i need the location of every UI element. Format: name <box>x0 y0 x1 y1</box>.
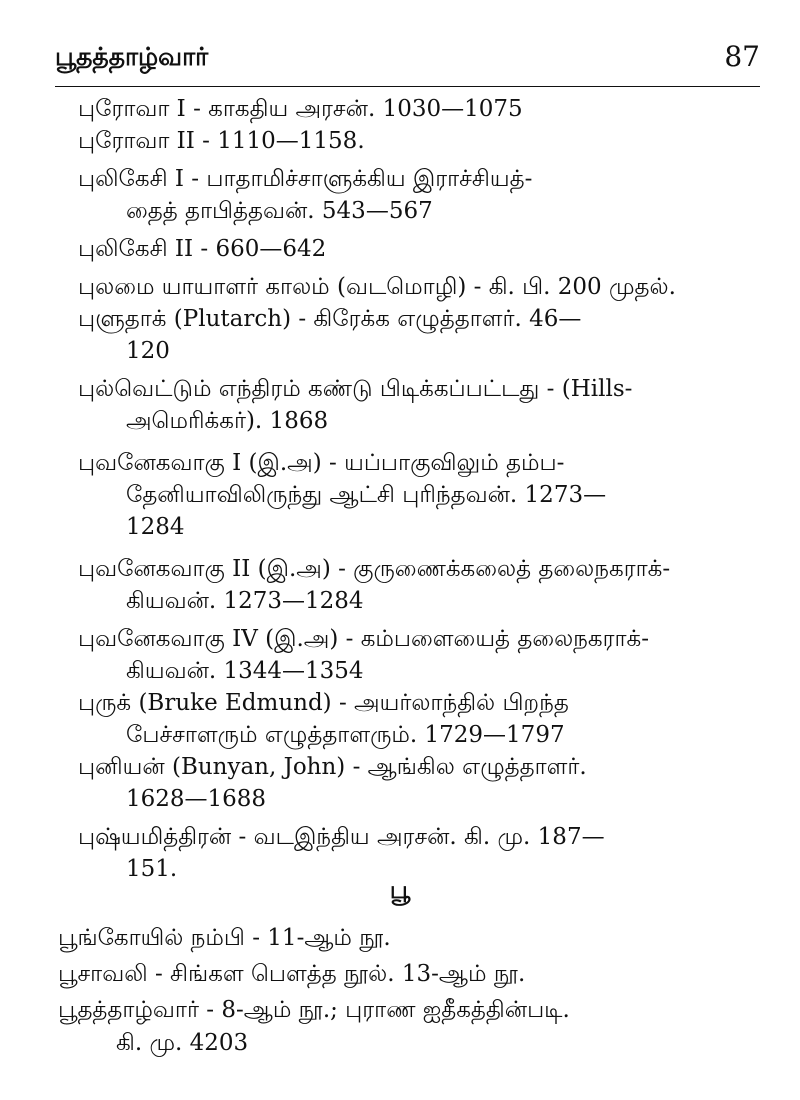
entry-headline: புலிகேசி II - 660—642 <box>78 236 327 262</box>
entry <box>78 125 748 157</box>
entry <box>78 93 748 125</box>
entry <box>78 553 748 617</box>
entry-headline: புவனேகவாகு I (இ.அ) - யப்பாகுவிலும் தம்ப- <box>78 450 565 476</box>
entry-headline: பூதத்தாழ்வார் - 8-ஆம் நூ.; புராண ஐதீகத்தின்படி. <box>58 997 570 1023</box>
entry <box>78 447 748 543</box>
entry <box>78 373 748 437</box>
page-number: 87 <box>724 40 760 73</box>
entry-continuation: பேச்சாளரும் எழுத்தாளரும். 1729—1797 <box>126 722 565 748</box>
entry <box>58 992 758 1058</box>
entry-continuation: 151. <box>126 856 178 882</box>
entry <box>58 956 758 992</box>
entry-headline: புவனேகவாகு IV (இ.அ) - கம்பளையைத் தலைநகராக்- <box>78 626 650 652</box>
entry-headline: புஷ்யமித்திரன் - வடஇந்திய அரசன். கி. மு. 187— <box>78 824 605 850</box>
entry-headline: புரோவா I - காகதிய அரசன். 1030—1075 <box>78 96 523 122</box>
entry <box>78 163 748 227</box>
entry <box>78 233 748 265</box>
entry-headline: புவனேகவாகு II (இ.அ) - குருணைக்கலைத் தலைநகராக்- <box>78 556 671 582</box>
entry-headline: புலமை யாயாளர் காலம் (வடமொழி) - கி. பி. 200 முதல். <box>78 274 676 300</box>
entry-continuation: கியவன். 1344—1354 <box>126 658 364 684</box>
entry-headline: புல்வெட்டும் எந்திரம் கண்டு பிடிக்கப்பட்டது - (Hills- <box>78 376 633 402</box>
page-header <box>55 38 760 86</box>
entry-spacer <box>78 543 748 553</box>
entry-headline: புனியன் (Bunyan, John) - ஆங்கில எழுத்தாளர். <box>78 754 587 780</box>
entry <box>78 751 748 815</box>
entry-continuation: அமெரிக்கர்). 1868 <box>126 408 329 434</box>
entry <box>58 920 758 956</box>
entry-headline: புலிகேசி I - பாதாமிச்சாளுக்கிய இராச்சியத்- <box>78 166 533 192</box>
running-head: பூதத்தாழ்வார் <box>55 42 209 71</box>
entry-spacer <box>78 437 748 447</box>
entry-continuation: தேனியாவிலிருந்து ஆட்சி புரிந்தவன். 1273— <box>126 482 607 508</box>
entry-continuation: தைத் தாபித்தவன். 543—567 <box>126 198 433 224</box>
entry-continuation: கியவன். 1273—1284 <box>126 588 364 614</box>
entry-list-secondary <box>58 920 758 1058</box>
entry-continuation: 1284 <box>126 514 185 540</box>
entry-headline: புரோவா II - 1110—1158. <box>78 128 365 154</box>
entry-list <box>78 93 748 885</box>
entry-headline: பூசாவலி - சிங்கள பௌத்த நூல். 13-ஆம் நூ. <box>58 961 526 987</box>
entry-headline: புளுதாக் (Plutarch) - கிரேக்க எழுத்தாளர். 46— <box>78 306 582 332</box>
header-rule <box>55 86 760 87</box>
entry-continuation: 120 <box>126 338 170 364</box>
entry <box>78 271 748 303</box>
entry <box>78 687 748 751</box>
entry-continuation: 1628—1688 <box>126 786 267 812</box>
entry-continuation: கி. மு. 4203 <box>116 1030 249 1056</box>
entry <box>78 623 748 687</box>
entry <box>78 303 748 367</box>
entry-headline: புருக் (Bruke Edmund) - அயர்லாந்தில் பிறந்த <box>78 690 569 716</box>
entry-headline: பூங்கோயில் நம்பி - 11-ஆம் நூ. <box>58 925 391 951</box>
section-heading: பூ <box>389 876 411 904</box>
